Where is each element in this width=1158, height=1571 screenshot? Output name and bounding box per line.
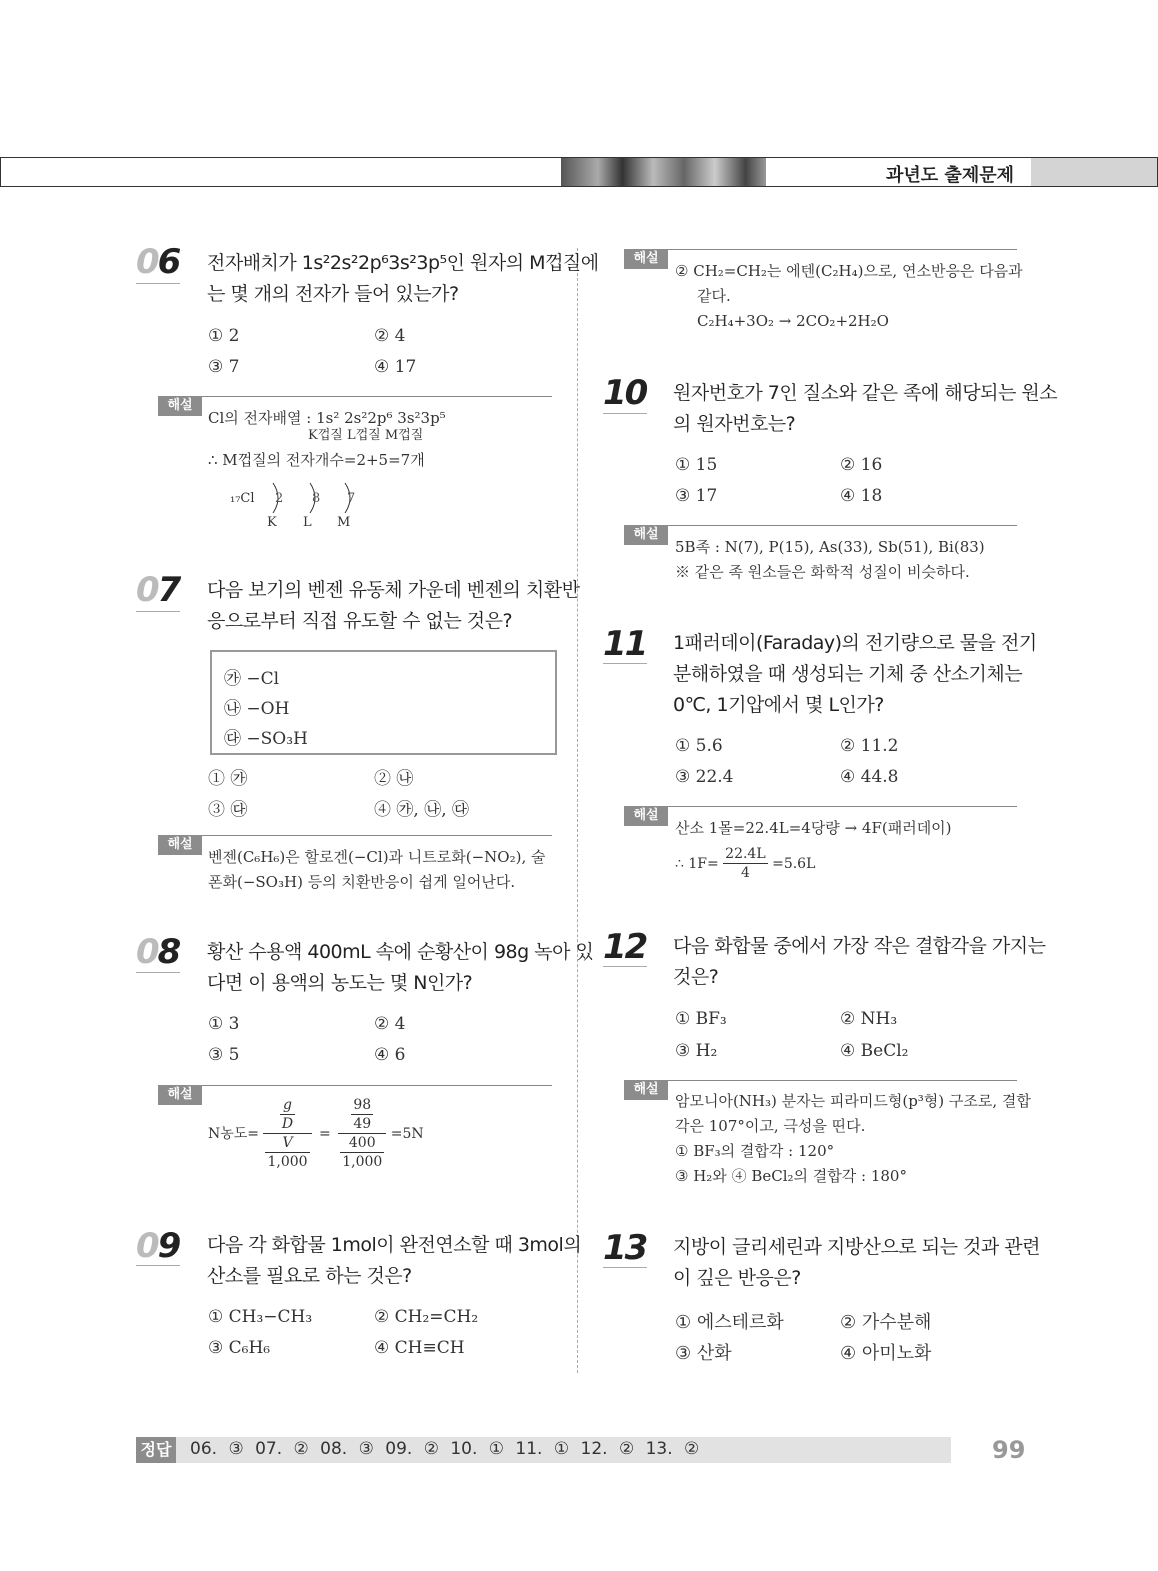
option-3[interactable]: ③ H₂ <box>675 1041 718 1061</box>
answer-bar <box>136 1437 951 1463</box>
question-text-10: 원자번호가 7인 질소와 같은 족에 해당되는 원소 의 원자번호는? <box>673 382 1058 435</box>
page-header <box>0 157 1158 187</box>
explanation-rule <box>202 396 552 397</box>
option-4[interactable]: ④ ㉮, ㉯, ㉰ <box>374 800 470 820</box>
option-2[interactable]: ② 16 <box>840 455 883 475</box>
diagram-electron-k: 2 <box>275 491 284 506</box>
header-photo <box>561 158 766 186</box>
explanation-tag: 해설 <box>624 806 668 826</box>
box-item-na: ㉯ −OH <box>224 699 290 719</box>
number-underline <box>603 413 647 414</box>
explanation-rule <box>202 1085 552 1086</box>
header-gray-block <box>1031 158 1157 186</box>
question-number-06: 06 <box>136 242 180 282</box>
explanation-tag: 해설 <box>158 1085 202 1105</box>
option-1[interactable]: ① ㉮ <box>208 769 248 789</box>
explanation-tag: 해설 <box>624 249 668 269</box>
option-3[interactable]: ③ 22.4 <box>675 767 734 787</box>
explanation-tag: 해설 <box>158 396 202 416</box>
option-1[interactable]: ① 3 <box>208 1014 240 1034</box>
number-underline <box>136 283 180 284</box>
question-number-09: 09 <box>136 1226 180 1266</box>
option-4[interactable]: ④ 44.8 <box>840 767 899 787</box>
question-number-10: 10 <box>603 373 647 413</box>
option-3[interactable]: ③ 5 <box>208 1045 240 1065</box>
number-underline <box>136 972 180 973</box>
diagram-shell-l: L <box>303 515 312 530</box>
option-2[interactable]: ② ㉯ <box>374 769 414 789</box>
explanation-tag: 해설 <box>624 1080 668 1100</box>
question-text-13: 지방이 글리세린과 지방산으로 되는 것과 관련 이 깊은 반응은? <box>673 1236 1040 1289</box>
explanation-07: 벤젠(C₆H₆)은 할로겐(−Cl)과 니트로화(−NO₂), 술 폰화(−SO₃H) 등의 치환반응이 쉽게 일어난다. <box>208 848 546 891</box>
number-underline <box>136 1265 180 1266</box>
option-4[interactable]: ④ 18 <box>840 486 883 506</box>
diagram-electron-m: 7 <box>347 491 356 506</box>
option-2[interactable]: ② 4 <box>374 1014 406 1034</box>
number-underline <box>136 611 180 612</box>
option-3[interactable]: ③ 7 <box>208 357 240 377</box>
diagram-shell-m: M <box>337 515 351 530</box>
option-1[interactable]: ① BF₃ <box>675 1009 727 1029</box>
option-3[interactable]: ③ 산화 <box>675 1343 732 1364</box>
header-title: 과년도 출제문제 <box>886 165 1014 186</box>
number-underline <box>603 966 647 967</box>
option-1[interactable]: ① 5.6 <box>675 736 723 756</box>
answer-tag: 정답 <box>136 1437 176 1463</box>
normality-formula: N농도= $\frac{\frac{g}{D}}{\frac{V}{1,000}}$ = $\frac{\frac{98}{49}}{\frac{400}{1,000}}$ =5N <box>208 1097 424 1170</box>
explanation-rule <box>668 1080 1017 1081</box>
explanation-tag: 해설 <box>624 525 668 545</box>
option-2[interactable]: ② NH₃ <box>840 1009 898 1029</box>
box-item-da: ㉰ −SO₃H <box>224 729 308 749</box>
box-item-ga: ㉮ −Cl <box>224 669 280 689</box>
explanation-10: 5B족 : N(7), P(15), As(33), Sb(51), Bi(83) ※ 같은 족 원소들은 화학적 성질이 비슷하다. <box>675 538 985 581</box>
option-2[interactable]: ② CH₂=CH₂ <box>374 1307 479 1327</box>
question-text-09: 다음 각 화합물 1mol이 완전연소할 때 3mol의 산소를 필요로 하는 것은? <box>207 1234 582 1287</box>
example-box <box>210 650 557 755</box>
number-underline <box>603 663 647 664</box>
number-underline <box>603 1267 647 1268</box>
option-3[interactable]: ③ C₆H₆ <box>208 1338 271 1358</box>
explanation-09: ② CH₂=CH₂는 에텐(C₂H₄)으로, 연소반응은 다음과 같다. C₂H₄+3O₂ → 2CO₂+2H₂O <box>675 262 1023 330</box>
question-number-08: 08 <box>136 932 180 972</box>
diagram-shell-k: K <box>267 515 277 530</box>
explanation-rule <box>668 806 1017 807</box>
option-3[interactable]: ③ 17 <box>675 486 718 506</box>
page-number: 99 <box>992 1436 1026 1464</box>
question-number-11: 11 <box>603 624 647 664</box>
question-text-07: 다음 보기의 벤젠 유동체 가운데 벤젠의 치환반 응으로부터 직접 유도할 수 없는 것은? <box>207 579 580 632</box>
diagram-electron-l: 8 <box>312 491 321 506</box>
diagram-atom: ₁₇Cl <box>230 491 255 506</box>
option-2[interactable]: ② 11.2 <box>840 736 899 756</box>
question-number-07: 07 <box>136 570 180 610</box>
explanation-rule <box>668 525 1017 526</box>
option-1[interactable]: ① 15 <box>675 455 718 475</box>
option-4[interactable]: ④ 아미노화 <box>840 1343 932 1364</box>
question-text-08: 황산 수용액 400mL 속에 순황산이 98g 녹아 있 다면 이 용액의 농도는 몇 N인가? <box>207 941 594 994</box>
option-2[interactable]: ② 가수분해 <box>840 1312 932 1333</box>
option-4[interactable]: ④ 6 <box>374 1045 406 1065</box>
option-1[interactable]: ① CH₃−CH₃ <box>208 1307 313 1327</box>
column-divider <box>577 248 578 1373</box>
answer-list: 06. ③ 07. ② 08. ③ 09. ② 10. ① 11. ① 12. ② 13. ② <box>190 1439 700 1459</box>
question-text-11: 1패러데이(Faraday)의 전기량으로 물을 전기 분해하였을 때 생성되는 기체 중 산소기체는 0℃, 1기압에서 몇 L인가? <box>673 632 1037 716</box>
option-4[interactable]: ④ 17 <box>374 357 417 377</box>
option-1[interactable]: ① 에스테르화 <box>675 1312 784 1333</box>
explanation-06: Cl의 전자배열 : 1s² 2s²2p⁶ 3s²3p⁵ K껍질 L껍질 M껍질 ∴ M껍질의 전자개수=2+5=7개 <box>208 409 446 469</box>
explanation-tag: 해설 <box>158 835 202 855</box>
question-number-13: 13 <box>603 1228 647 1268</box>
option-3[interactable]: ③ ㉰ <box>208 800 248 820</box>
option-4[interactable]: ④ CH≡CH <box>374 1338 465 1358</box>
option-4[interactable]: ④ BeCl₂ <box>840 1041 909 1061</box>
electron-shell-diagram <box>225 478 375 532</box>
explanation-11: 산소 1몰=22.4L=4당량 → 4F(패러데이) ∴ 1F= $\frac{22.4L}{4}$ =5.6L <box>675 819 952 881</box>
question-number-12: 12 <box>603 927 647 967</box>
option-1[interactable]: ① 2 <box>208 326 240 346</box>
explanation-12: 암모니아(NH₃) 분자는 피라미드형(p³형) 구조로, 결합 각은 107°이고, 극성을 띤다. ① BF₃의 결합각 : 120° ③ H₂와 ④ BeCl₂의 결합각 : 180° <box>675 1092 1031 1185</box>
explanation-rule <box>202 835 552 836</box>
explanation-rule <box>668 249 1017 250</box>
option-2[interactable]: ② 4 <box>374 326 406 346</box>
question-text-06: 전자배치가 1s²2s²2p⁶3s²3p⁵인 원자의 M껍질에 는 몇 개의 전자가 들어 있는가? <box>207 252 599 305</box>
question-text-12: 다음 화합물 중에서 가장 작은 결합각을 가지는 것은? <box>673 935 1046 988</box>
